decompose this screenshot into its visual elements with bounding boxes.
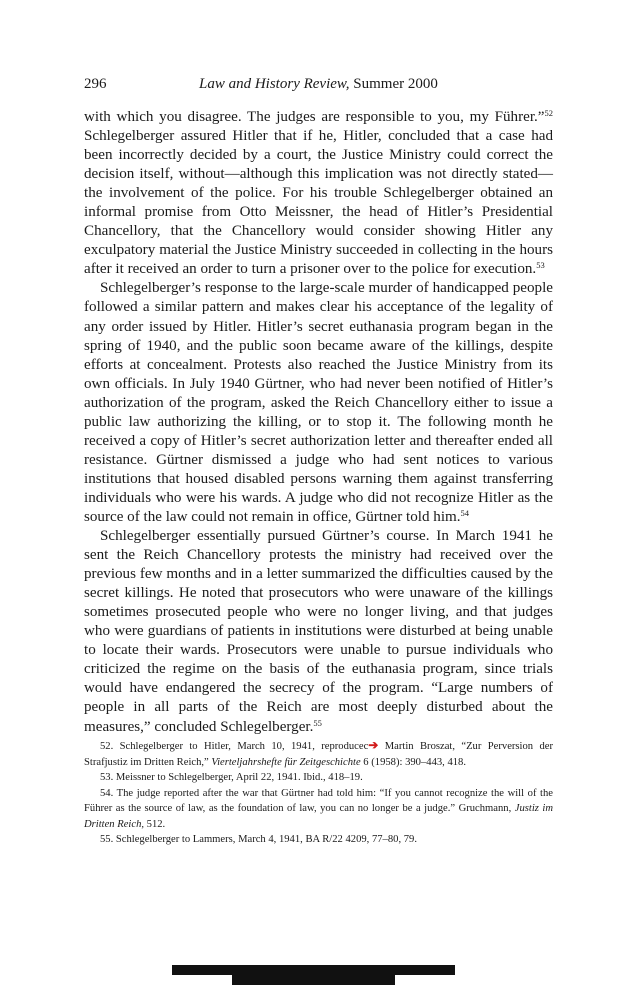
paragraph-1-text-a: with which you disagree. The judges are responsible to you, my Führer.” — [84, 109, 545, 125]
footnote-ref-55[interactable]: 55 — [313, 717, 322, 728]
journal-title: Law and History Review, — [199, 76, 350, 92]
footnote-53: 53. Meissner to Schlegelberger, April 22, 1941. Ibid., 418–19. — [100, 772, 363, 783]
footnote-54-text-a: 54. The judge reported after the war that Gürtner had told him: “If you cannot recognize the will of the Führer as the source of law, as the foundation of law, you can no longer be a judge.” Gruchmann, — [84, 787, 553, 814]
arrow-right-icon: ➔ — [368, 738, 379, 752]
footnote-55: 55. Schlegelberger to Lammers, March 4, 1941, BA R/22 4209, 77–80, 79. — [100, 834, 417, 845]
footnote-52 — [84, 738, 553, 770]
redaction-bar-top — [172, 965, 455, 975]
body-text — [84, 108, 553, 737]
page-number: 296 — [84, 76, 107, 92]
footnote-54-title: Justiz im Dritten Reich, — [84, 803, 553, 830]
footnote-52-text-c: 6 (1958): 390–443, 418. — [360, 756, 466, 768]
journal-issue: Summer 2000 — [353, 76, 438, 92]
footnote-ref-52[interactable]: 52 — [544, 108, 553, 118]
footnote-52-journal: Vierteljahrshefte für Zeitgeschichte — [211, 756, 361, 768]
paragraph-1 — [84, 108, 553, 279]
running-title — [199, 76, 438, 93]
paragraph-3 — [84, 527, 553, 737]
running-header — [84, 76, 554, 96]
footnote-54 — [84, 786, 553, 833]
paragraph-3-text: Schlegelberger essentially pursued Gürtner’s course. In March 1941 he sent the Reich Chancellory protests the ministry had received over the previous few months and in a letter summarized the difficulties caused by the secret killings. He noted that prosecutors who were unaware of the killings sometimes prosecuted people who were no longer living, and that judges who were guardians of patients in institutions were disturbed at being unable to locate their wards. Prosecutors were unable to pursue individuals who criticized the regime on the basis of the euthanasia program, since trials would have endangered the secrecy of the program. “Large numbers of people in all parts of the Reich are most deeply disturbed about the measures,” concluded Schlegelberger. — [84, 528, 553, 735]
footnote-ref-54[interactable]: 54 — [460, 507, 470, 518]
paragraph-2-text: Schlegelberger’s response to the large-scale murder of handicapped people followed a similar pattern and makes clear his acceptance of the legality of any order issued by Hitler. Hitler’s secret euthanasia program began in the spring of 1940, and the public soon became aware of the killings, despite efforts at concealment. Protests also reached the Justice Ministry from its own officials. In July 1940 Gürtner, who had never been notified of Hitler’s authorization of the program, asked the Reich Chancellory either to issue a public law authorizing the killing, or to stop it. The following month he received a copy of Hitler’s secret authorization letter and thereafter ended all resistance. Gürtner dismissed a judge who had sent notices to various institutions that housed disabled persons warning them against transferring individuals who were his wards. A judge who did not recognize Hitler as the source of the law could not remain in office, Gürtner told him. — [84, 280, 553, 525]
redaction-bar-bottom — [232, 975, 395, 985]
footnote-ref-53[interactable]: 53 — [536, 260, 545, 271]
footnote-52-text-a: 52. Schlegelberger to Hitler, March 10, 1941, reproducec — [100, 741, 369, 752]
footnotes — [84, 738, 553, 848]
footnote-52-text-b: Martin Broszat, “Zur Perversion der Strafjustiz im Dritten Reich,” — [84, 741, 553, 768]
paragraph-1-text-b: Schlegelberger assured Hitler that if he, Hitler, concluded that a case had been incorrectly decided by a court, the Justice Ministry could correct the decision itself, without—although this implication was not directly stated—the involvement of the police. For his trouble Schlegelberger obtained an informal promise from Otto Meissner, the head of Hitler’s Presidential Chancellory, that the Chancellory would consider showing Hitler any exculpatory material the Justice Ministry succeeded in collecting in the hours after it received an order to turn a prisoner over to the police for execution. — [84, 128, 553, 278]
footnote-54-text-b: 512. — [144, 818, 166, 830]
paragraph-2 — [84, 279, 553, 527]
